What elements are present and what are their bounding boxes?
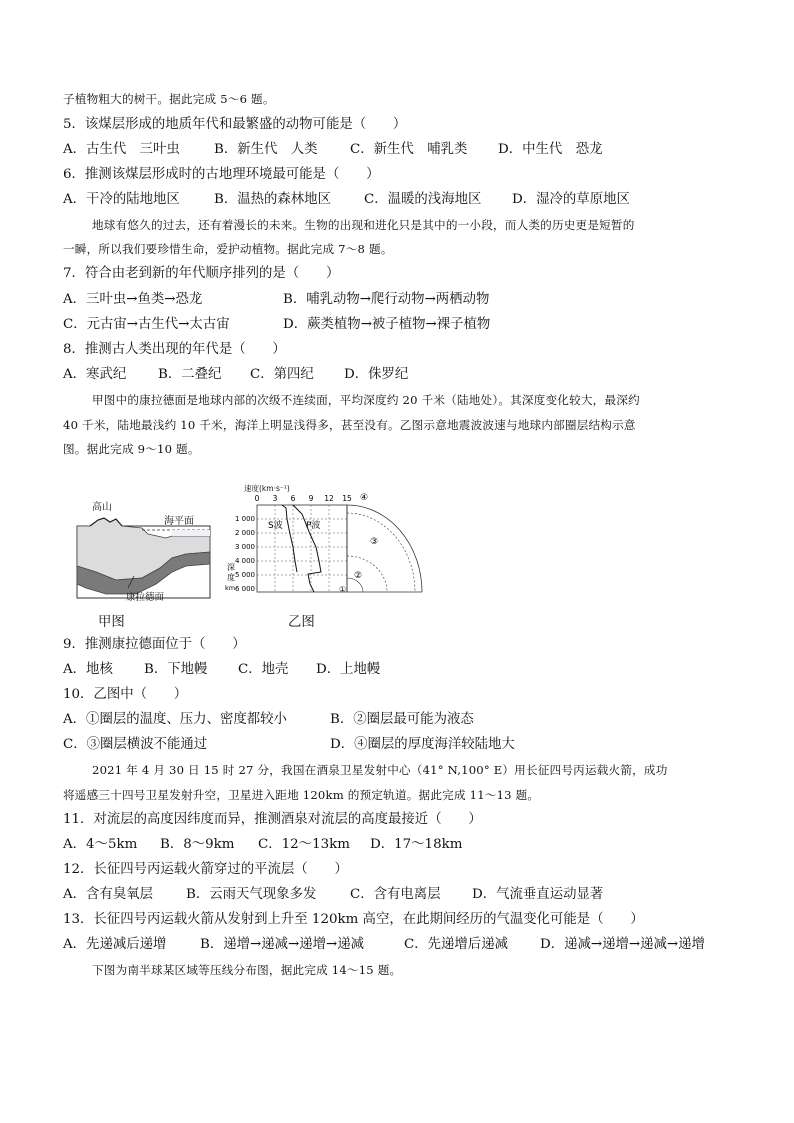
q8-option-c[interactable]: C．第四纪 bbox=[250, 367, 314, 382]
layer-2-boundary bbox=[347, 556, 387, 592]
q5-option-b[interactable]: B．新生代 人类 bbox=[214, 142, 318, 157]
passage-7-8-line-1: 地球有悠久的过去，还有着漫长的未来。生物的出现和进化只是其中的一小段，而人类的历史更是短暂的 bbox=[92, 218, 635, 232]
layer-1-label: ① bbox=[339, 585, 347, 594]
passage-11-13-line-1: 2021 年 4 月 30 日 15 时 27 分，我国在酒泉卫星发射中心（41° N,100° E）用长征四号丙运载火箭，成功 bbox=[92, 763, 668, 777]
depth-tick-5000: 5 000 bbox=[234, 571, 255, 579]
depth-label-char-1: 深 bbox=[227, 563, 235, 572]
figure-jia bbox=[76, 500, 214, 604]
q6-option-a[interactable]: A．干冷的陆地地区 bbox=[63, 192, 180, 207]
question-13: 13．长征四号丙运载火箭从发射到上升至 120km 高空，在此期间经历的气温变化可能是（ ） bbox=[63, 912, 644, 927]
q12-option-a[interactable]: A．含有臭氧层 bbox=[63, 887, 154, 902]
q6-option-b[interactable]: B．温热的森林地区 bbox=[214, 192, 331, 207]
q12-option-b[interactable]: B．云雨天气现象多发 bbox=[186, 887, 317, 902]
caption-jia: 甲图 bbox=[98, 615, 125, 630]
q11-option-d[interactable]: D．17～18km bbox=[370, 837, 463, 852]
q9-option-b[interactable]: B．下地幔 bbox=[144, 662, 208, 677]
depth-tick-6000: 6 000 bbox=[234, 585, 255, 593]
q9-option-d[interactable]: D．上地幔 bbox=[316, 662, 381, 677]
question-5: 5．该煤层形成的地质年代和最繁盛的动物可能是（ ） bbox=[63, 117, 407, 132]
depth-tick-4000: 4 000 bbox=[234, 557, 255, 565]
q7-option-a[interactable]: A．三叶虫→鱼类→恐龙 bbox=[63, 292, 203, 307]
layer-4-label: ④ bbox=[360, 493, 369, 503]
question-9: 9．推测康拉德面位于（ ） bbox=[63, 637, 246, 652]
conrad-label: 康拉德面 bbox=[126, 592, 165, 603]
mountain-label: 高山 bbox=[92, 502, 112, 513]
passage-14-15: 下图为南半球某区域等压线分布图，据此完成 14～15 题。 bbox=[92, 963, 402, 977]
speed-tick-9: 9 bbox=[308, 494, 314, 503]
q13-option-c[interactable]: C．先递增后递减 bbox=[404, 937, 508, 952]
speed-tick-12: 12 bbox=[324, 494, 334, 503]
passage-11-13-line-2: 将遥感三十四号卫星发射升空，卫星进入距地 120km 的预定轨道。据此完成 11～13 题。 bbox=[63, 788, 540, 802]
question-11: 11．对流层的高度因纬度而异，推测酒泉对流层的高度最接近（ ） bbox=[63, 812, 482, 827]
q10-option-c[interactable]: C．③圈层横波不能通过 bbox=[63, 737, 208, 752]
depth-tick-2000: 2 000 bbox=[234, 529, 255, 537]
sea-level-label: 海平面 bbox=[164, 516, 194, 527]
q5-option-d[interactable]: D．中生代 恐龙 bbox=[498, 142, 603, 157]
s-wave-label: S波 bbox=[268, 521, 283, 531]
question-6: 6．推测该煤层形成时的古地理环境最可能是（ ） bbox=[63, 167, 380, 182]
passage-9-10-line-1: 甲图中的康拉德面是地球内部的次级不连续面，平均深度约 20 千米（陆地处）。其深度变化较大，最深约 bbox=[92, 393, 640, 407]
passage-7-8-line-2: 一瞬，所以我们要珍惜生命，爱护动植物。据此完成 7～8 题。 bbox=[63, 242, 393, 256]
figure-yi bbox=[224, 484, 424, 598]
velocity-grid-frame bbox=[257, 505, 347, 592]
q8-option-a[interactable]: A．寒武纪 bbox=[63, 367, 127, 382]
q6-option-d[interactable]: D．湿冷的草原地区 bbox=[512, 192, 630, 207]
q11-option-a[interactable]: A．4～5km bbox=[63, 837, 138, 852]
speed-tick-6: 6 bbox=[290, 494, 296, 503]
speed-tick-0: 0 bbox=[254, 494, 260, 503]
q12-option-d[interactable]: D．气流垂直运动显著 bbox=[472, 887, 604, 902]
question-10: 10．乙图中（ ） bbox=[63, 687, 188, 702]
passage-continuation: 子植物粗大的树干。据此完成 5～6 题。 bbox=[63, 92, 275, 106]
q10-option-a[interactable]: A．①圈层的温度、压力、密度都较小 bbox=[63, 712, 287, 727]
q10-option-b[interactable]: B．②圈层最可能为液态 bbox=[330, 712, 474, 727]
q7-option-b[interactable]: B．哺乳动物→爬行动物→两栖动物 bbox=[283, 292, 490, 307]
q9-option-c[interactable]: C．地壳 bbox=[238, 662, 289, 677]
q7-option-c[interactable]: C．元古宙→古生代→太古宙 bbox=[63, 317, 230, 332]
layer-3-label: ③ bbox=[370, 537, 379, 547]
layer-2-label: ② bbox=[354, 571, 363, 581]
caption-yi: 乙图 bbox=[288, 615, 315, 630]
q6-option-c[interactable]: C．温暖的浅海地区 bbox=[364, 192, 482, 207]
q5-option-a[interactable]: A．古生代 三叶虫 bbox=[63, 142, 180, 157]
passage-9-10-line-2: 40 千米，陆地最浅约 10 千米，海洋上明显浅得多，甚至没有。乙图示意地震波波速与地球内部圈层结构示意 bbox=[63, 418, 636, 432]
speed-tick-15: 15 bbox=[342, 494, 352, 503]
depth-tick-1000: 1 000 bbox=[234, 515, 255, 523]
q5-option-c[interactable]: C．新生代 哺乳类 bbox=[350, 142, 468, 157]
depth-label-char-2: 度 bbox=[227, 573, 235, 582]
q8-option-d[interactable]: D．侏罗纪 bbox=[344, 367, 409, 382]
passage-9-10-line-3: 图。据此完成 9～10 题。 bbox=[63, 442, 200, 456]
question-12: 12．长征四号丙运载火箭穿过的平流层（ ） bbox=[63, 862, 348, 877]
q13-option-d[interactable]: D．递减→递增→递减→递增 bbox=[540, 937, 705, 952]
depth-tick-3000: 3 000 bbox=[234, 543, 255, 551]
p-wave-label: P波 bbox=[306, 521, 321, 531]
q7-option-d[interactable]: D．蕨类植物→被子植物→裸子植物 bbox=[283, 317, 491, 332]
sea-water bbox=[172, 530, 210, 536]
q8-option-b[interactable]: B．二叠纪 bbox=[158, 367, 222, 382]
speed-axis-label: 速度(km·s⁻¹) bbox=[244, 484, 290, 493]
question-8: 8．推测古人类出现的年代是（ ） bbox=[63, 342, 286, 357]
speed-tick-labels bbox=[255, 494, 352, 503]
q13-option-a[interactable]: A．先递减后递增 bbox=[63, 937, 167, 952]
q11-option-b[interactable]: B．8～9km bbox=[160, 837, 235, 852]
speed-tick-3: 3 bbox=[272, 494, 278, 503]
q13-option-b[interactable]: B．递增→递减→递增→递减 bbox=[200, 937, 365, 952]
q11-option-c[interactable]: C．12～13km bbox=[258, 837, 350, 852]
q9-option-a[interactable]: A．地核 bbox=[63, 662, 113, 677]
question-7: 7．符合由老到新的年代顺序排列的是（ ） bbox=[63, 266, 340, 281]
depth-unit: km bbox=[225, 584, 236, 592]
q10-option-d[interactable]: D．④圈层的厚度海洋较陆地大 bbox=[330, 737, 515, 752]
q12-option-c[interactable]: C．含有电离层 bbox=[350, 887, 441, 902]
